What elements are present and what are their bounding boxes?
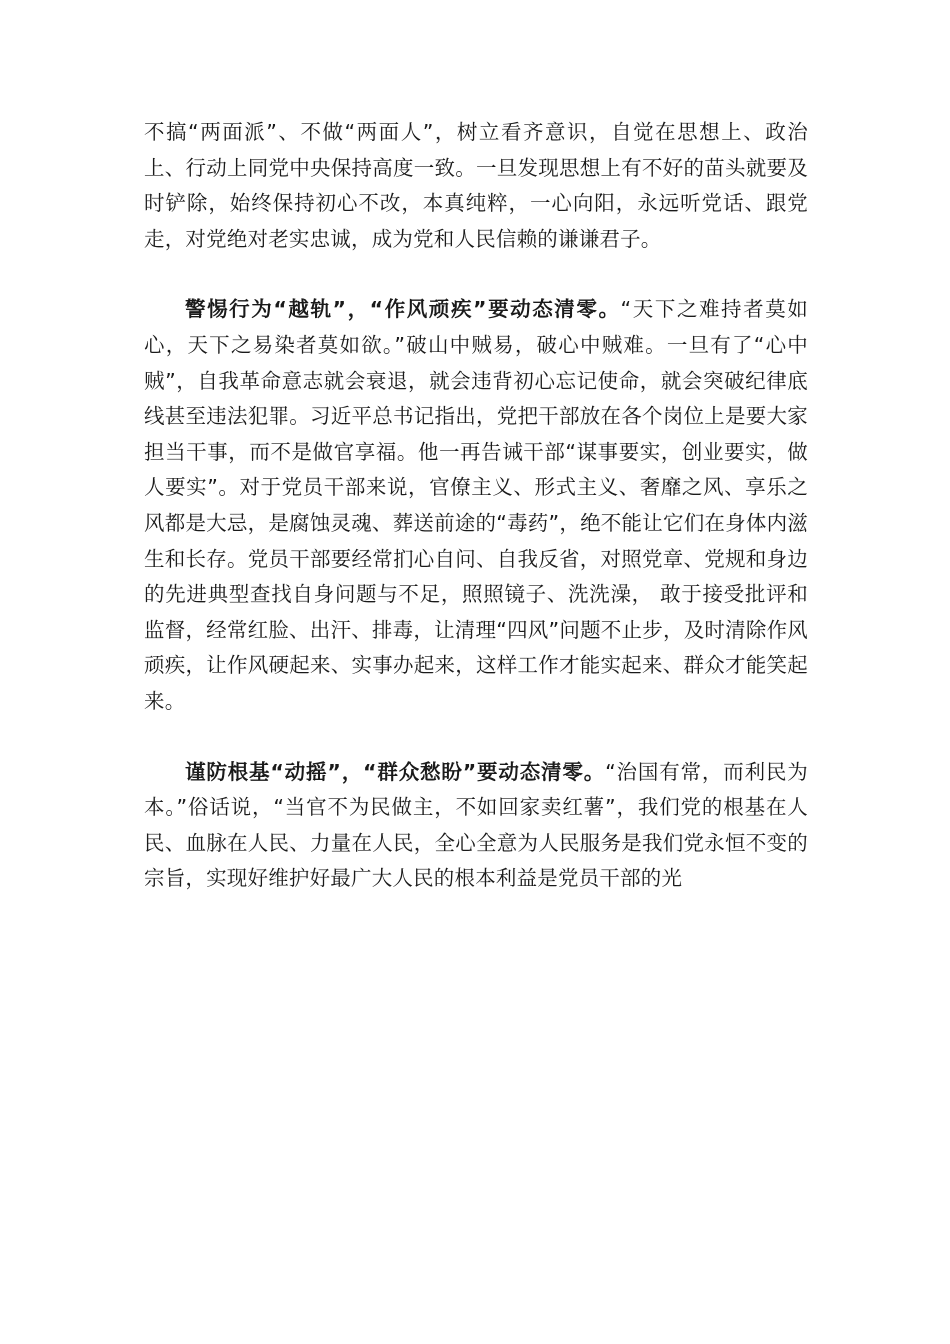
paragraph-2 xyxy=(144,292,808,719)
paragraph-2-text: “天下之难持者莫如心，天下之易染者莫如欲。”破山中贼易，破心中贼难。一旦有了“心中贼”，自我革命意志就会衰退，就会违背初心忘记使命，就会突破纪律底线甚至违法犯罪。习近平总书记指出，党把干部放在各个岗位上是要大家担当干事，而不是做官享福。他一再告诫干部“谋事要实，创业要实，做人要实”。对于党员干部来说，官僚主义、形式主义、奢靡之风、享乐之风都是大忌，是腐蚀灵魂、葬送前途的“毒药”，绝不能让它们在身体内滋生和长存。党员干部要经常扪心自问、自我反省，对照党章、党规和身边的先进典型查找自身问题与不足，照照镜子、洗洗澡， 敢于接受批评和监督，经常红脸、出汗、排毒，让清理“四风”问题不止步，及时清除作风顽疾，让作风硬起来、实事办起来，这样工作才能实起来、群众才能笑起来。 xyxy=(144,297,808,713)
paragraph-3-heading: 谨防根基“动摇”，“群众愁盼”要动态清零。 xyxy=(185,759,606,784)
paragraph-1 xyxy=(144,115,808,257)
paragraph-3 xyxy=(144,755,808,897)
document-body xyxy=(144,115,808,932)
paragraph-2-heading: 警惕行为“越轨”，“作风顽疾”要动态清零。 xyxy=(185,297,621,322)
paragraph-3-text: “治国有常，而利民为本。”俗话说，“当官不为民做主，不如回家卖红薯”，我们党的根基在人民、血脉在人民、力量在人民，全心全意为人民服务是我们党永恒不变的宗旨，实现好维护好最广大人民的根本利益是党员干部的光 xyxy=(144,759,808,891)
paragraph-1-text: 不搞“两面派”、不做“两面人”，树立看齐意识，自觉在思想上、政治上、行动上同党中央保持高度一致。一旦发现思想上有不好的苗头就要及时铲除，始终保持初心不改，本真纯粹，一心向阳，永远听党话、跟党走，对党绝对老实忠诚，成为党和人民信赖的谦谦君子。 xyxy=(144,120,808,251)
